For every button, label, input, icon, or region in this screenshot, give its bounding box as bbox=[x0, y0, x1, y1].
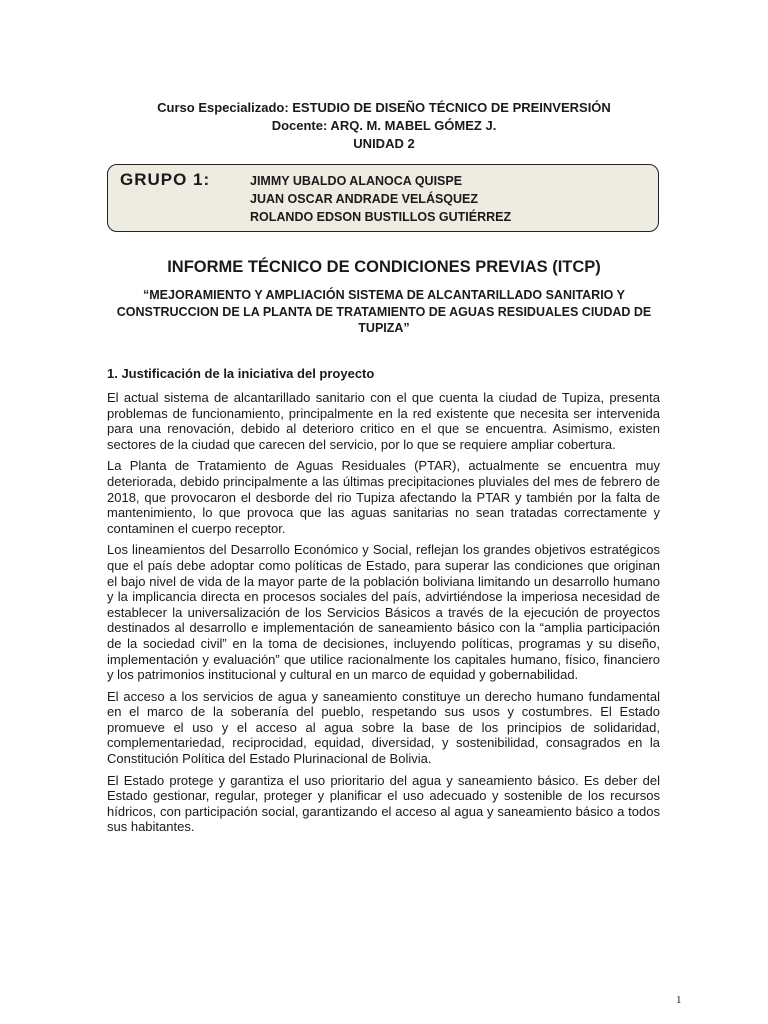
teacher-line: Docente: ARQ. M. MABEL GÓMEZ J. bbox=[271, 118, 497, 133]
group-member: JIMMY UBALDO ALANOCA QUISPE bbox=[250, 174, 463, 188]
page-number: 1 bbox=[676, 994, 682, 1006]
unit-line: UNIDAD 2 bbox=[353, 136, 415, 151]
body-paragraph: La Planta de Tratamiento de Aguas Residuales (PTAR), actualmente se encuentra muy deteriorada, debido principalmente a las últimas precipitaciones pluviales del mes de febrero de 2018, que provocaron el desborde del rio Tupiza afectando la PTAR y también por la falta de mantenimiento, lo que provoca que las aguas sanitarias no sean tratadas correctamente y contaminen el cuerpo receptor. bbox=[107, 458, 660, 536]
section-body bbox=[107, 390, 660, 841]
course-line: Curso Especializado: ESTUDIO DE DISEÑO TÉCNICO DE PREINVERSIÓN bbox=[157, 100, 611, 115]
course-header bbox=[0, 99, 768, 153]
section-heading: 1. Justificación de la iniciativa del proyecto bbox=[107, 366, 375, 381]
report-title: INFORME TÉCNICO DE CONDICIONES PREVIAS (ITCP) bbox=[167, 258, 601, 276]
group-members bbox=[250, 172, 511, 226]
group-member: JUAN OSCAR ANDRADE VELÁSQUEZ bbox=[250, 192, 479, 206]
body-paragraph: El Estado protege y garantiza el uso prioritario del agua y saneamiento básico. Es deber del Estado gestionar, regular, proteger y planificar el uso adecuado y sostenible de los recursos hídricos, con participación social, garantizando el acceso al agua y saneamiento básico a todos sus habitantes. bbox=[107, 772, 660, 835]
body-paragraph: El acceso a los servicios de agua y saneamiento constituye un derecho humano fundamental en el marco de la soberanía del pueblo, respetando sus usos y costumbres. El Estado promueve el uso y el acceso al agua sobre la base de los principios de solidaridad, complementariedad, reciprocidad, equidad, diversidad, y sostenibilidad, consagrados en la Constitución Política del Estado Plurinacional de Bolivia. bbox=[107, 688, 660, 767]
group-box bbox=[107, 164, 659, 232]
body-paragraph: El actual sistema de alcantarillado sanitario con el que cuenta la ciudad de Tupiza, presenta problemas de funcionamiento, principalmente en la red existente que necesita ser intervenida para una renovación, debido al deterioro critico en el que se encuentra. Asimismo, existen sectores de la ciudad que carecen del servicio, por lo que se requiere ampliar cobertura. bbox=[107, 390, 660, 452]
group-member: ROLANDO EDSON BUSTILLOS GUTIÉRREZ bbox=[250, 210, 512, 224]
project-title: “MEJORAMIENTO Y AMPLIACIÓN SISTEMA DE ALCANTARILLADO SANITARIO Y CONSTRUCCION DE LA PLANTA DE TRATAMIENTO DE AGUAS RESIDUALES CIUDAD DE TUPIZA” bbox=[116, 288, 652, 335]
body-paragraph: Los lineamientos del Desarrollo Económico y Social, reflejan los grandes objetivos estratégicos que el país debe adoptar como políticas de Estado, para superar las condiciones que originan el bajo nivel de vida de la mayor parte de la población boliviana limitando un desarrollo humano y la implicancia directa en procesos sociales del país, advirtiéndose la imperiosa necesidad de establecer la universalización de los Servicios Básicos a través de la ejecución de proyectos destinados al desarrollo e implementación de saneamiento básico con la “amplia participación de la sociedad civil” en la toma de decisiones, incluyendo políticas, programas y su diseño, implementación y evaluación” que utilice racionalmente los capitales humano, físico, financiero y los patrimonios institucional y cultural en un marco de equidad y gobernabilidad. bbox=[107, 542, 660, 683]
group-label: GRUPO 1: bbox=[120, 170, 211, 189]
